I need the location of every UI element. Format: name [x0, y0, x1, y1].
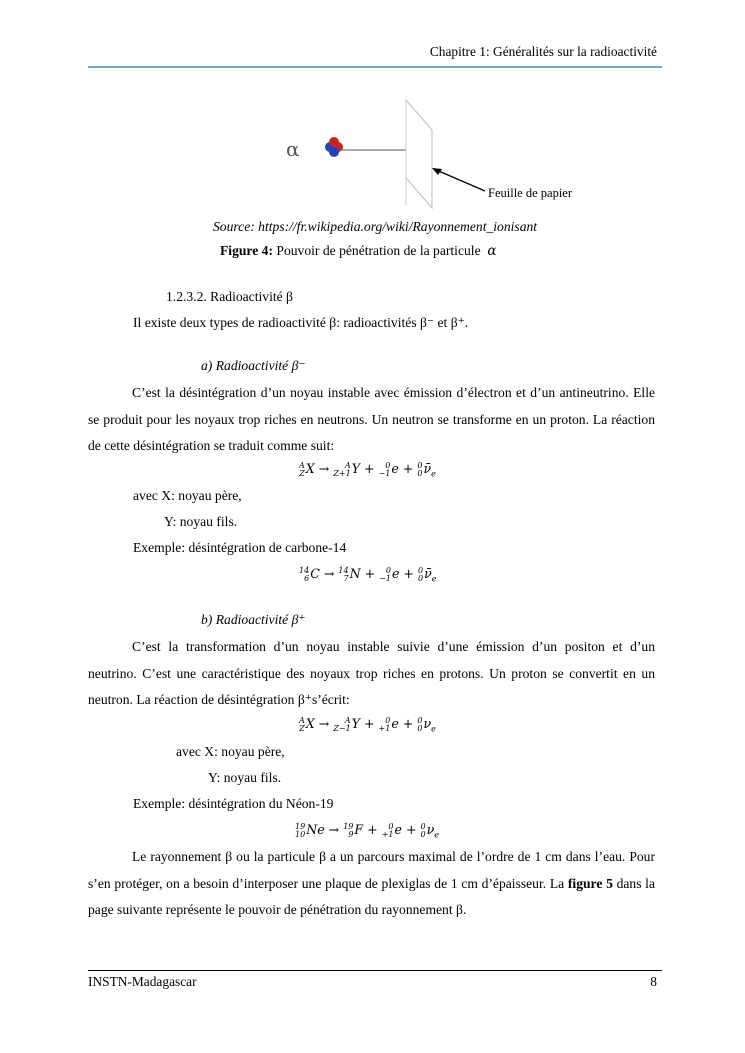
paper-sheet-icon	[406, 100, 432, 208]
beta-minus-parent: avec X: noyau père,	[133, 488, 242, 503]
equation-carbon-14: 14 6 C → 14 7 N + 0 −1 e + 0 0 $\nū_e$	[299, 565, 437, 584]
beta-plus-daughter: Y: noyau fils.	[208, 770, 282, 785]
figure-alpha-penetration	[270, 95, 600, 213]
section-heading: 1.2.3.2. Radioactivité β	[166, 289, 293, 304]
pointer-arrow	[434, 169, 485, 191]
beta-minus-heading: a) Radioactivité β⁻	[201, 358, 306, 373]
alpha-particle-icon	[325, 137, 343, 157]
paper-label: Feuille de papier	[488, 186, 572, 200]
equation-neon-19: 19 10 Ne → 19 9 F + 0 +1 e + 0 0 $\nu_e$	[295, 821, 439, 840]
running-header: Chapitre 1: Généralités sur la radioactivité	[429, 44, 657, 59]
footer-institution: INSTN-Madagascar	[88, 974, 197, 989]
beta-plus-parent: avec X: noyau père,	[176, 744, 285, 759]
figure-source: Source: https://fr.wikipedia.org/wiki/Rayonnement_ionisant	[213, 219, 538, 234]
section-intro: Il existe deux types de radioactivité β: radioactivités β⁻ et β⁺.	[133, 315, 469, 330]
beta-plus-heading: b) Radioactivité β⁺	[201, 612, 306, 627]
beta-minus-daughter: Y: noyau fils.	[164, 514, 238, 529]
beta-plus-paragraph: C’est la transformation d’un noyau instable suivie d’une émission d’un positon et d’un neutrino. C’est une caractéristique des noyaux trop riches en protons. Un proton se convertit en un neutron. La réaction de désintégration β⁺s’écrit:	[88, 639, 655, 707]
figure-caption: Figure 4: Pouvoir de pénétration de la particule α	[220, 243, 497, 259]
alpha-symbol: α	[286, 137, 300, 161]
closing-paragraph: Le rayonnement β ou la particule β a un parcours maximal de l’ordre de 1 cm dans l’eau. Pour s’en protéger, on a besoin d’interposer une plaque de plexiglas de 1 cm d’épaisseur. La figure 5 dans la page suivante représente le pouvoir de pénétration du rayonnement β.	[88, 849, 655, 917]
footer-rule	[88, 970, 662, 971]
page-number: 8	[650, 974, 657, 989]
equation-beta-plus: A Z X → A Z−1 Y + 0 +1 e + 0 0 $\nu_e$	[299, 715, 436, 734]
beta-minus-paragraph: C’est la désintégration d’un noyau instable avec émission d’électron et d’un antineutrino. Elle se produit pour les noyaux trop riches en neutrons. Un neutron se transforme en un proton. La réaction de cette désintégration se traduit comme suit:	[88, 385, 655, 453]
beta-minus-example: Exemple: désintégration de carbone-14	[133, 540, 347, 555]
header-rule	[88, 66, 662, 68]
equation-beta-minus: A Z X → A Z+1 Y + 0 −1 e + 0 0 $\nū_e$	[299, 460, 436, 479]
beta-plus-example: Exemple: désintégration du Néon-19	[133, 796, 334, 811]
alpha-diagram	[270, 95, 600, 213]
